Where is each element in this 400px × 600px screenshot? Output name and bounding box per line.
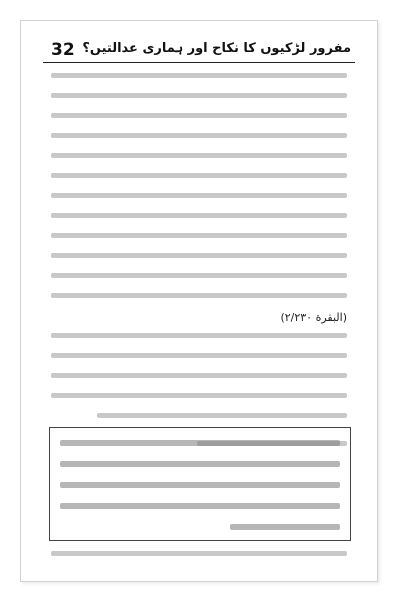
- book-page: [20, 20, 378, 582]
- text-line: [51, 293, 347, 298]
- text-line: [51, 193, 347, 198]
- text-line: [51, 333, 347, 338]
- text-line: [51, 353, 347, 358]
- quote-line: [60, 482, 340, 488]
- text-line: [51, 551, 347, 556]
- text-line: [51, 213, 347, 218]
- text-line: [51, 153, 347, 158]
- text-line: [51, 233, 347, 238]
- text-line: [51, 253, 347, 258]
- arabic-quotation: [49, 427, 351, 541]
- text-line: [51, 273, 347, 278]
- text-line: [51, 393, 347, 398]
- page-header-title: مفرور لڑکیوں کا نکاح اور ہماری عدالتیں؟: [82, 41, 351, 56]
- page-header: [43, 37, 355, 63]
- text-line: [51, 173, 347, 178]
- quote-line: [230, 524, 340, 530]
- header-rule: [43, 62, 355, 63]
- quote-line: [60, 461, 340, 467]
- text-line: [51, 73, 347, 78]
- text-line: [51, 373, 347, 378]
- text-line: [97, 413, 347, 418]
- page-number: 32: [51, 40, 75, 60]
- quote-line: [60, 440, 340, 446]
- text-line: [51, 133, 347, 138]
- quran-reference: (البقرة ٢/٢٣٠): [280, 311, 347, 324]
- quote-line: [60, 503, 340, 509]
- text-line: [51, 113, 347, 118]
- text-line: [51, 93, 347, 98]
